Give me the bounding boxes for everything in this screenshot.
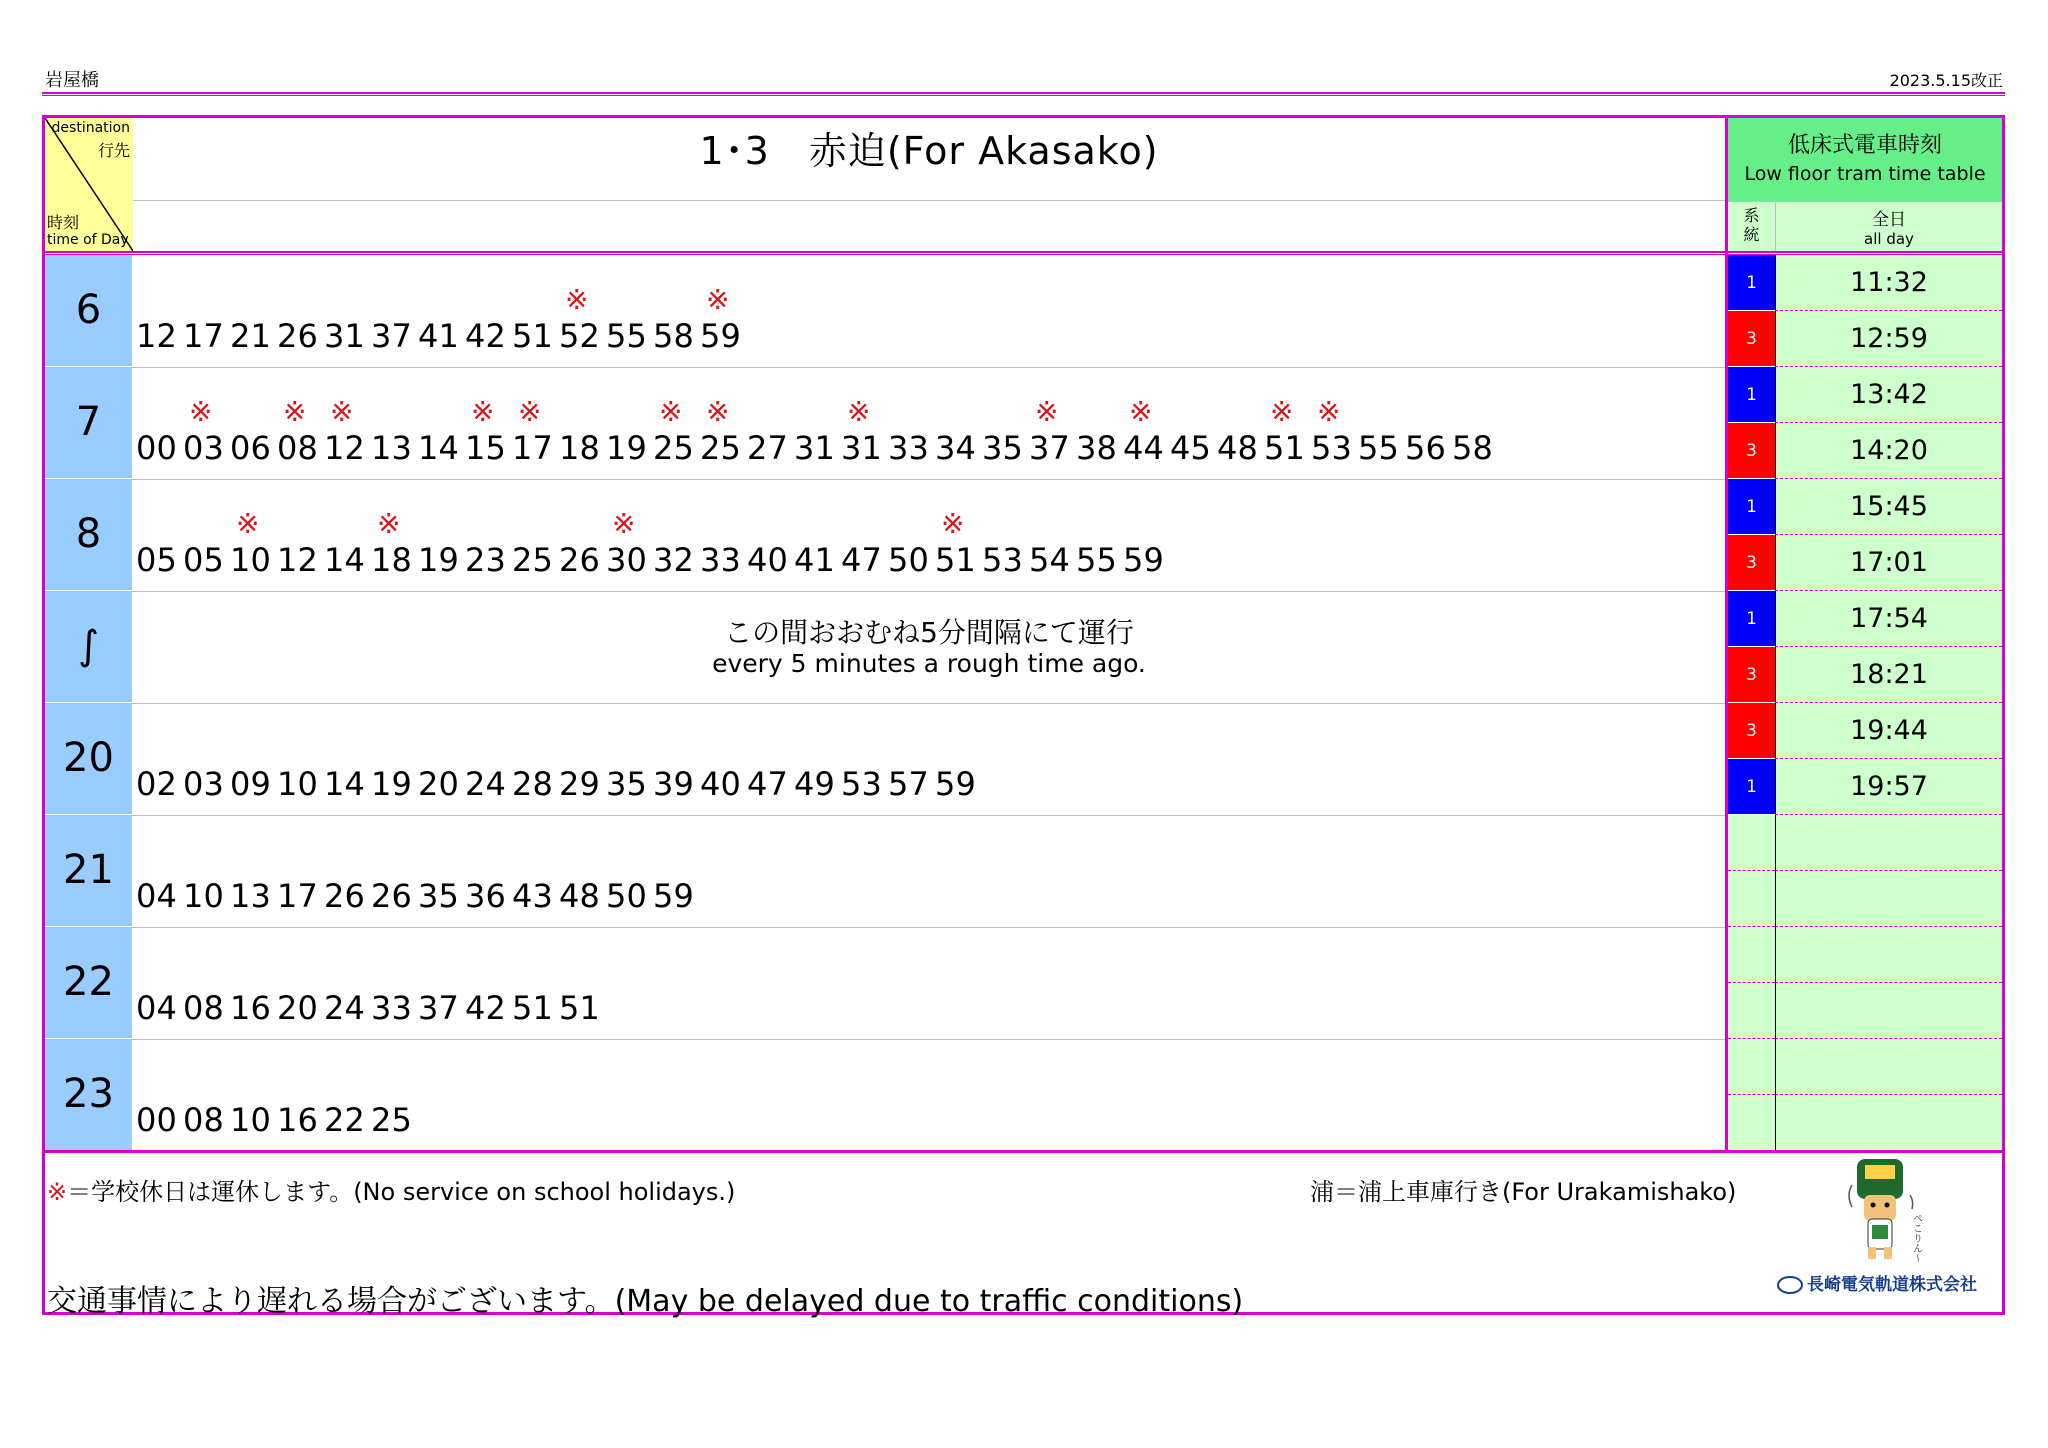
departure-minute: 45 (1170, 429, 1212, 467)
departure-minute: 16 (230, 989, 272, 1027)
school-mark: ※ (565, 283, 589, 316)
hour-label: 7 (45, 367, 133, 478)
school-mark-row (136, 955, 606, 989)
destination-label-en: destination (51, 120, 130, 136)
company-logo (1777, 1270, 1977, 1295)
minutes-row (136, 317, 747, 355)
school-mark: ※ (518, 395, 542, 428)
departure-minute: 59 (1123, 541, 1165, 579)
school-mark: ※ (706, 283, 730, 316)
departure-minute: 34 (935, 429, 977, 467)
lowfloor-time: 19:57 (1775, 759, 2002, 815)
row-divider (45, 479, 1725, 480)
school-holiday-note-text: ＝学校休日は運休します。(No service on school holidays.) (67, 1178, 736, 1206)
departure-minute: 08 (183, 989, 225, 1027)
empty-time-cell (1775, 983, 2002, 1039)
school-mark-row (136, 731, 982, 765)
departure-minute: 38 (1076, 429, 1118, 467)
departure-minute: 23 (465, 541, 507, 579)
row-divider (45, 815, 1725, 816)
departure-minute: 25 (653, 429, 695, 467)
departure-minute: 08 (183, 1101, 225, 1139)
departure-minute: 12 (324, 429, 366, 467)
urakami-note: 浦＝浦上車庫行き(For Urakamishako) (1310, 1178, 1737, 1206)
departure-minute: 12 (136, 317, 178, 355)
departure-minute: 05 (136, 541, 178, 579)
departure-minute: 13 (371, 429, 413, 467)
minutes-row (136, 1101, 418, 1139)
departure-minute: 18 (371, 541, 413, 579)
departure-minute: 29 (559, 765, 601, 803)
departure-minute: 57 (888, 765, 930, 803)
departure-minute: 25 (512, 541, 554, 579)
departure-minute: 59 (653, 877, 695, 915)
departure-minute: 33 (888, 429, 930, 467)
departure-minute: 55 (606, 317, 648, 355)
departure-minute: 06 (230, 429, 272, 467)
departure-minute: 50 (606, 877, 648, 915)
empty-system-cell (1728, 871, 1775, 927)
company-name: 長崎電気軌道株式会社 (1807, 1275, 1977, 1295)
lowfloor-title (1728, 118, 2002, 201)
lowfloor-time: 15:45 (1775, 479, 2002, 535)
row-divider (45, 703, 1725, 704)
departure-minute: 41 (794, 541, 836, 579)
departure-minute: 10 (277, 765, 319, 803)
departure-minute: 39 (653, 765, 695, 803)
departure-minute: 12 (277, 541, 319, 579)
school-mark: ※ (377, 507, 401, 540)
header-subrow (133, 201, 1725, 251)
departure-minute: 18 (559, 429, 601, 467)
departure-minute: 58 (1452, 429, 1494, 467)
stop-name: 岩屋橋 (45, 70, 99, 91)
school-mark: ※ (1129, 395, 1153, 428)
empty-system-cell (1728, 983, 1775, 1039)
departure-minute: 37 (418, 989, 460, 1027)
departure-minute: 40 (700, 765, 742, 803)
empty-time-cell (1775, 1095, 2002, 1151)
departure-minute: 49 (794, 765, 836, 803)
departure-minute: 04 (136, 877, 178, 915)
lowfloor-time: 17:01 (1775, 535, 2002, 591)
lowfloor-time: 13:42 (1775, 367, 2002, 423)
departure-minute: 19 (418, 541, 460, 579)
departure-minute: 26 (559, 541, 601, 579)
school-mark: ※ (1270, 395, 1294, 428)
system-badge: 1 (1728, 479, 1775, 535)
minutes-row (136, 989, 606, 1027)
allday-column-header (1775, 201, 2002, 251)
top-rule (42, 92, 2005, 96)
empty-system-cell (1728, 927, 1775, 983)
departure-minute: 14 (418, 429, 460, 467)
school-mark-row (136, 507, 1170, 541)
interval-note-ja: この間おおむね5分間隔にて運行 (724, 616, 1134, 649)
departure-minute: 53 (841, 765, 883, 803)
departure-minute: 26 (277, 317, 319, 355)
departure-minute: 24 (465, 765, 507, 803)
school-mark: ※ (330, 395, 354, 428)
school-mark: ※ (283, 395, 307, 428)
empty-system-cell (1728, 815, 1775, 871)
empty-time-cell (1775, 815, 2002, 871)
row-divider (45, 1039, 1725, 1040)
empty-system-cell (1728, 1095, 1775, 1151)
departure-minute: 42 (465, 317, 507, 355)
time-label-ja: 時刻 (47, 213, 80, 232)
departure-minute: 35 (606, 765, 648, 803)
lowfloor-title-en: Low floor tram time table (1744, 163, 1986, 185)
departure-minute: 24 (324, 989, 366, 1027)
empty-time-cell (1775, 1039, 2002, 1095)
school-mark-row (136, 1067, 418, 1101)
departure-minute: 20 (277, 989, 319, 1027)
minutes-row (136, 541, 1170, 579)
departure-minute: 51 (935, 541, 977, 579)
lowfloor-time: 17:54 (1775, 591, 2002, 647)
school-mark-row (136, 843, 700, 877)
hour-label: 20 (45, 703, 133, 814)
school-mark: ※ (941, 507, 965, 540)
departure-minute: 36 (465, 877, 507, 915)
system-badge: 3 (1728, 535, 1775, 591)
departure-minute: 26 (371, 877, 413, 915)
hour-label: 23 (45, 1039, 133, 1150)
departure-minute: 58 (653, 317, 695, 355)
lowfloor-time: 11:32 (1775, 255, 2002, 311)
hour-label: 21 (45, 815, 133, 926)
departure-minute: 03 (183, 765, 225, 803)
departure-minute: 31 (794, 429, 836, 467)
departure-minute: 04 (136, 989, 178, 1027)
departure-minute: 51 (559, 989, 601, 1027)
school-holiday-note (47, 1172, 735, 1207)
departure-minute: 31 (841, 429, 883, 467)
school-mark-row (136, 395, 1499, 429)
mascot-text: ぺこりん～ (1910, 1213, 1922, 1263)
system-column-header: 系 統 (1728, 201, 1775, 251)
school-mark-row (136, 283, 747, 317)
departure-minute: 53 (1311, 429, 1353, 467)
departure-minute: 02 (136, 765, 178, 803)
departure-minute: 43 (512, 877, 554, 915)
departure-minute: 10 (183, 877, 225, 915)
row-divider (45, 927, 1725, 928)
system-badge: 3 (1728, 423, 1775, 479)
departure-minute: 05 (183, 541, 225, 579)
departure-minute: 08 (277, 429, 319, 467)
departure-minute: 56 (1405, 429, 1447, 467)
departure-minute: 00 (136, 429, 178, 467)
school-mark: ※ (471, 395, 495, 428)
title-cell (133, 118, 1725, 201)
system-badge: 1 (1728, 759, 1775, 815)
lowfloor-time: 14:20 (1775, 423, 2002, 479)
minutes-row (136, 877, 700, 915)
hour-label: ∫ (45, 591, 133, 702)
departure-minute: 17 (277, 877, 319, 915)
allday-label-en: all day (1864, 230, 1914, 248)
corner-header (45, 118, 133, 251)
departure-minute: 17 (183, 317, 225, 355)
school-mark: ※ (189, 395, 213, 428)
departure-minute: 00 (136, 1101, 178, 1139)
departure-minute: 28 (512, 765, 554, 803)
empty-time-cell (1775, 871, 2002, 927)
departure-minute: 48 (1217, 429, 1259, 467)
company-emblem-icon (1777, 1276, 1803, 1294)
destination-label-ja: 行先 (97, 141, 130, 160)
time-label-en: time of Day (47, 232, 129, 248)
departure-minute: 48 (559, 877, 601, 915)
row-divider (45, 367, 1725, 368)
lowfloor-time: 18:21 (1775, 647, 2002, 703)
departure-minute: 14 (324, 541, 366, 579)
header-rule (42, 251, 2005, 255)
departure-minute: 35 (418, 877, 460, 915)
mascot-image (1830, 1155, 1940, 1265)
departure-minute: 59 (935, 765, 977, 803)
departure-minute: 44 (1123, 429, 1165, 467)
system-badge: 3 (1728, 311, 1775, 367)
empty-time-cell (1775, 927, 2002, 983)
departure-minute: 03 (183, 429, 225, 467)
departure-minute: 10 (230, 541, 272, 579)
route-title: 1･3 赤迫(For Akasako) (699, 129, 1159, 173)
system-badge: 3 (1728, 647, 1775, 703)
departure-minute: 55 (1076, 541, 1118, 579)
departure-minute: 19 (606, 429, 648, 467)
departure-minute: 15 (465, 429, 507, 467)
departure-minute: 17 (512, 429, 554, 467)
departure-minute: 25 (371, 1101, 413, 1139)
system-badge: 1 (1728, 255, 1775, 311)
minutes-row (136, 429, 1499, 467)
departure-minute: 31 (324, 317, 366, 355)
departure-minute: 16 (277, 1101, 319, 1139)
departure-minute: 37 (1029, 429, 1071, 467)
departure-minute: 33 (700, 541, 742, 579)
departure-minute: 41 (418, 317, 460, 355)
hour-label: 6 (45, 255, 133, 366)
row-divider (45, 591, 1725, 592)
lowfloor-title-ja: 低床式電車時刻 (1787, 133, 1942, 158)
departure-minute: 51 (512, 317, 554, 355)
minutes-row (136, 765, 982, 803)
departure-minute: 42 (465, 989, 507, 1027)
interval-note-en: every 5 minutes a rough time ago. (712, 649, 1146, 678)
departure-minute: 10 (230, 1101, 272, 1139)
departure-minute: 22 (324, 1101, 366, 1139)
hour-label: 8 (45, 479, 133, 590)
allday-label-ja: 全日 (1872, 210, 1906, 230)
departure-minute: 47 (747, 765, 789, 803)
departure-minute: 14 (324, 765, 366, 803)
departure-minute: 35 (982, 429, 1024, 467)
school-mark: ※ (659, 395, 683, 428)
departure-minute: 19 (371, 765, 413, 803)
departure-minute: 20 (418, 765, 460, 803)
departure-minute: 25 (700, 429, 742, 467)
departure-minute: 33 (371, 989, 413, 1027)
school-mark: ※ (236, 507, 260, 540)
school-mark: ※ (847, 395, 871, 428)
system-badge: 1 (1728, 591, 1775, 647)
school-mark: ※ (47, 1178, 68, 1206)
departure-minute: 40 (747, 541, 789, 579)
empty-system-cell (1728, 1039, 1775, 1095)
departure-minute: 26 (324, 877, 366, 915)
departure-minute: 51 (1264, 429, 1306, 467)
system-badge: 3 (1728, 703, 1775, 759)
school-mark: ※ (706, 395, 730, 428)
system-badge: 1 (1728, 367, 1775, 423)
departure-minute: 55 (1358, 429, 1400, 467)
school-mark: ※ (1317, 395, 1341, 428)
departure-minute: 21 (230, 317, 272, 355)
departure-minute: 50 (888, 541, 930, 579)
delay-note: 交通事情により遅れる場合がございます。(May be delayed due to traffic conditions) (47, 1284, 1244, 1319)
departure-minute: 47 (841, 541, 883, 579)
departure-minute: 37 (371, 317, 413, 355)
departure-minute: 53 (982, 541, 1024, 579)
revision-date: 2023.5.15改正 (1889, 71, 2003, 90)
hour-label: 22 (45, 927, 133, 1038)
school-mark: ※ (1035, 395, 1059, 428)
departure-minute: 09 (230, 765, 272, 803)
departure-minute: 54 (1029, 541, 1071, 579)
lowfloor-time: 12:59 (1775, 311, 2002, 367)
departure-minute: 27 (747, 429, 789, 467)
school-mark: ※ (612, 507, 636, 540)
departure-minute: 32 (653, 541, 695, 579)
departure-minute: 13 (230, 877, 272, 915)
departure-minute: 59 (700, 317, 742, 355)
departure-minute: 52 (559, 317, 601, 355)
lowfloor-time: 19:44 (1775, 703, 2002, 759)
departure-minute: 51 (512, 989, 554, 1027)
departure-minute: 30 (606, 541, 648, 579)
